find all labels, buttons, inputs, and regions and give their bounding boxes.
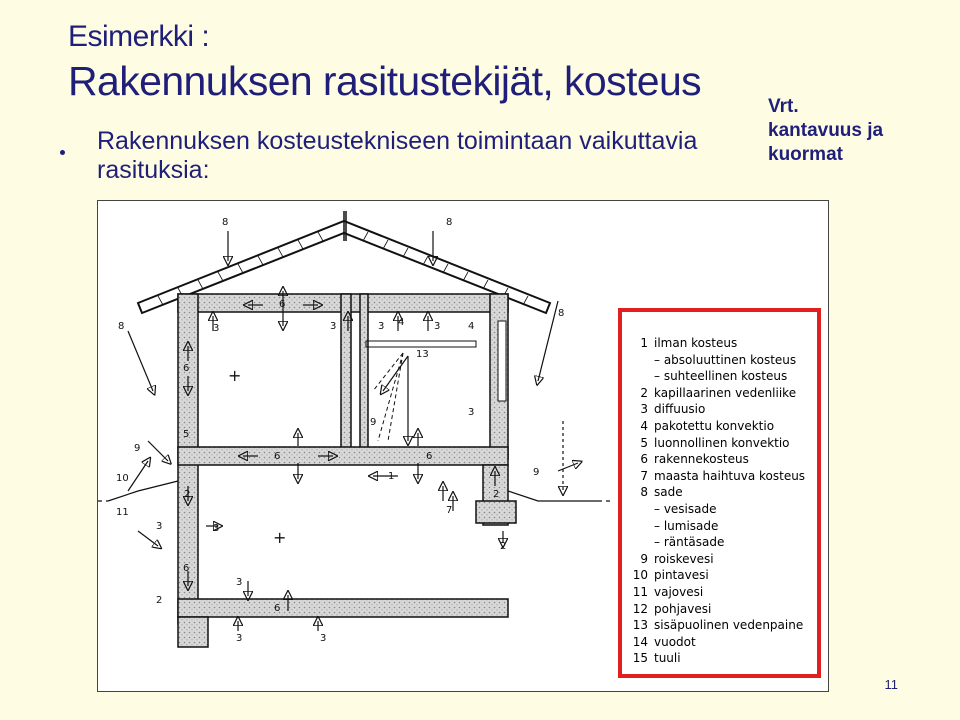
legend-text: pintavesi — [654, 568, 709, 583]
legend-number: 14 — [632, 634, 648, 649]
label-pressure: 13 — [416, 349, 429, 360]
building-moisture-diagram — [97, 200, 829, 692]
side-note-line: kuormat — [768, 144, 843, 165]
legend-row — [622, 535, 817, 552]
label-diffusion: 3 — [330, 321, 337, 332]
legend-row — [622, 369, 817, 386]
legend-text: maasta haihtuva kosteus — [654, 468, 806, 483]
label-splash: 9 — [533, 467, 540, 478]
bullet-marker — [60, 150, 65, 155]
label-structural: 6 — [279, 299, 286, 310]
legend-row — [622, 602, 817, 619]
label-rain: 8 — [118, 321, 125, 332]
legend-row — [622, 336, 817, 353]
side-note-line: Vrt. — [768, 96, 799, 117]
legend-number: 5 — [640, 435, 648, 450]
legend-number: 8 — [640, 485, 648, 500]
legend-number: 9 — [640, 551, 648, 566]
legend-number: 12 — [632, 601, 648, 616]
legend-text: sisäpuolinen vedenpaine — [654, 618, 804, 633]
legend-number: 1 — [640, 336, 648, 350]
label-leak: 9 — [370, 417, 377, 428]
legend-row — [622, 502, 817, 519]
label-structural: 6 — [183, 363, 190, 374]
legend-row — [622, 519, 817, 536]
label-structural: 6 — [183, 563, 190, 574]
label-capillary: 2 — [156, 595, 163, 606]
label-structural: 6 — [274, 603, 281, 614]
legend-number: 2 — [640, 385, 648, 400]
label-capillary: 2 — [184, 489, 191, 500]
legend-row — [622, 353, 817, 370]
legend-number: 3 — [640, 402, 648, 417]
legend-row — [622, 485, 817, 502]
label-rain: 8 — [558, 308, 565, 319]
title-line1: Esimerkki : — [68, 20, 210, 53]
label-forced-convection: 4 — [468, 321, 475, 332]
legend-text: – suhteellinen kosteus — [654, 369, 788, 384]
legend-number: 10 — [632, 568, 648, 583]
slide-title: Rakennuksen rasitustekijät, kosteus — [68, 58, 702, 104]
label-capillary: 2 — [500, 541, 507, 552]
legend-text: pakotettu konvektio — [654, 418, 775, 433]
legend-number: 13 — [632, 618, 648, 633]
legend-box — [618, 308, 821, 678]
label-air: 1 — [388, 471, 395, 482]
legend-text: ilman kosteus — [654, 336, 738, 350]
label-seepage: 11 — [116, 507, 129, 518]
legend-text: vajovesi — [654, 584, 704, 599]
legend-number: 4 — [640, 418, 648, 433]
leak-lines — [373, 353, 403, 441]
legend-row — [622, 402, 817, 419]
label-warm-room: + — [273, 528, 287, 547]
legend-row — [622, 635, 817, 652]
legend-text: vuodot — [654, 634, 696, 649]
legend-row — [622, 452, 817, 469]
legend-row — [622, 419, 817, 436]
label-diffusion: 3 — [213, 523, 220, 534]
legend-row — [622, 618, 817, 635]
label-rain: 8 — [446, 217, 453, 228]
label-structural: 6 — [426, 451, 433, 462]
legend-row — [622, 568, 817, 585]
legend-row — [622, 552, 817, 569]
legend-row — [622, 386, 817, 403]
legend-number: 15 — [632, 651, 648, 666]
label-diffusion: 3 — [156, 521, 163, 532]
label-warm-room: + — [228, 366, 242, 385]
legend-text: roiskevesi — [654, 551, 714, 566]
legend-text: – räntäsade — [654, 535, 725, 550]
label-diffusion: 3 — [434, 321, 441, 332]
label-diffusion: 3 — [236, 633, 243, 644]
label-capillary: 2 — [493, 489, 500, 500]
legend-text: rakennekosteus — [654, 452, 749, 467]
legend-text: – vesisade — [654, 501, 717, 516]
label-diffusion: 3 — [320, 633, 327, 644]
legend-text: tuuli — [654, 651, 681, 666]
legend-text: luonnollinen konvektio — [654, 435, 790, 450]
label-natural-convection: 5 — [183, 429, 190, 440]
building-structure — [178, 294, 516, 647]
label-structural: 6 — [274, 451, 281, 462]
legend-text: pohjavesi — [654, 601, 712, 616]
page-number: 11 — [884, 677, 898, 692]
legend-text: – lumisade — [654, 518, 719, 533]
bullet-text: Rakennuksen kosteustekniseen toimintaan vaikuttavia rasituksia: — [97, 127, 698, 184]
label-forced-convection: 4 — [398, 317, 405, 328]
label-diffusion: 3 — [236, 577, 243, 588]
label-diffusion: 3 — [378, 321, 385, 332]
side-note-line: kantavuus ja — [768, 120, 884, 141]
label-diffusion: 3 — [213, 323, 220, 334]
legend-number: 11 — [632, 584, 648, 599]
legend-row — [622, 651, 817, 668]
legend-number: 6 — [640, 452, 648, 467]
label-rain: 8 — [222, 217, 229, 228]
ground-line — [98, 481, 613, 501]
legend-row — [622, 469, 817, 486]
side-note — [768, 95, 883, 167]
label-surface-water: 10 — [116, 473, 129, 484]
legend-text: – absoluuttinen kosteus — [654, 352, 797, 367]
legend-row — [622, 436, 817, 453]
legend-text: diffuusio — [654, 402, 706, 417]
label-evaporation: 7 — [446, 505, 453, 516]
legend-number: 7 — [640, 468, 648, 483]
legend-row — [622, 585, 817, 602]
label-diffusion: 3 — [468, 407, 475, 418]
legend-text: kapillaarinen vedenliike — [654, 385, 797, 400]
legend-text: sade — [654, 485, 683, 500]
label-splash: 9 — [134, 443, 141, 454]
